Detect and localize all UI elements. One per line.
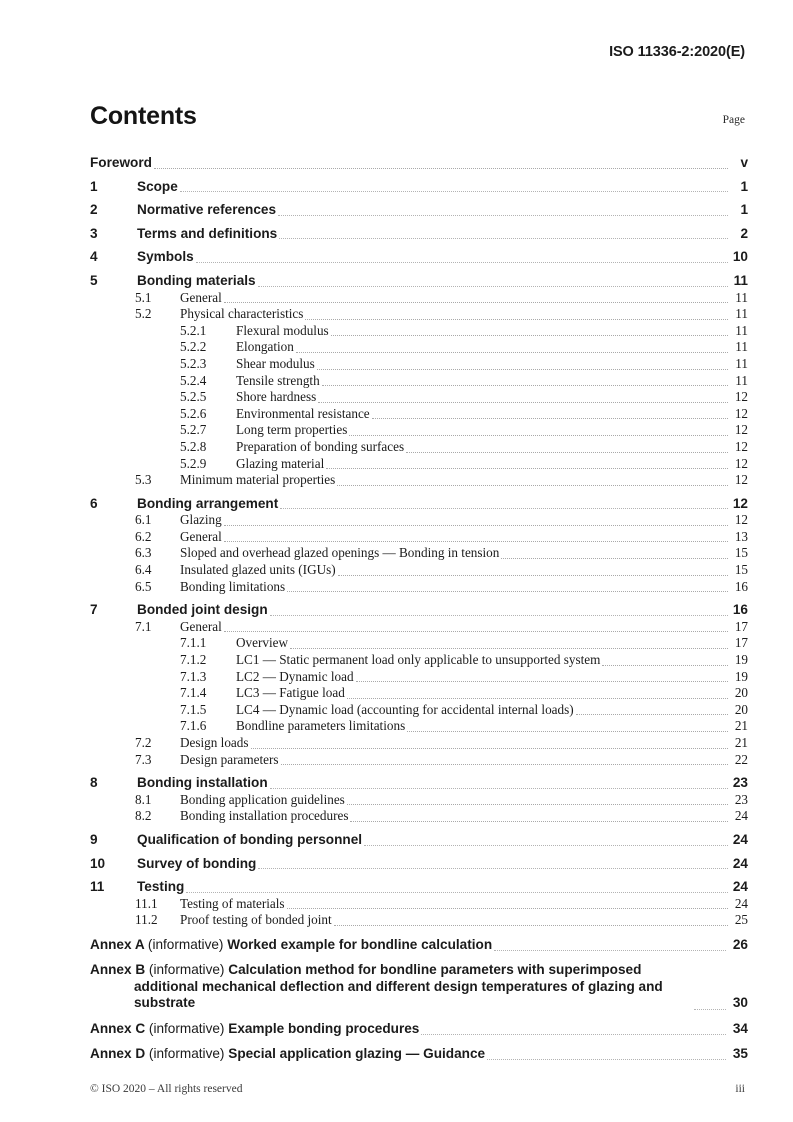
leader-dots xyxy=(224,518,728,527)
toc-page-number: 11 xyxy=(735,355,748,371)
toc-label: Scope xyxy=(137,178,178,194)
leader-dots xyxy=(196,255,728,264)
annex-kind: (informative) xyxy=(147,936,224,952)
leader-dots xyxy=(350,814,728,823)
toc-entry[interactable] xyxy=(90,545,748,561)
toc-page-number: 11 xyxy=(735,372,748,388)
toc-number: 11 xyxy=(90,879,105,895)
leader-dots xyxy=(224,624,728,633)
toc-label: Physical characteristics xyxy=(180,306,304,322)
toc-entry-list xyxy=(90,179,748,928)
toc-page-number: 15 xyxy=(734,545,748,561)
toc-label: Bonding application guidelines xyxy=(180,791,345,807)
page-title: Contents xyxy=(90,102,197,130)
toc-entry[interactable] xyxy=(90,249,748,265)
leader-dots xyxy=(372,411,728,420)
toc-page-number: 12 xyxy=(734,438,748,454)
toc-label: Survey of bonding xyxy=(137,855,257,871)
toc-page-number: 10 xyxy=(732,249,748,265)
toc-page-number: 34 xyxy=(732,1020,748,1036)
toc-label: Design loads xyxy=(180,735,249,750)
toc-entry[interactable] xyxy=(90,472,748,488)
toc-entry[interactable] xyxy=(90,512,748,528)
toc-entry[interactable] xyxy=(90,619,748,635)
toc-annex-text xyxy=(90,937,492,953)
leader-dots xyxy=(258,861,728,870)
toc-page-number: 23 xyxy=(732,775,748,791)
toc-number: 7.1.6 xyxy=(180,718,207,734)
toc-page-number: 11 xyxy=(735,306,748,322)
toc-number: 1 xyxy=(90,178,98,194)
annex-prefix: Annex B xyxy=(90,962,146,978)
toc-entry[interactable] xyxy=(90,456,748,472)
leader-dots xyxy=(576,707,728,716)
toc-entry[interactable] xyxy=(90,718,748,734)
toc-page-number: 22 xyxy=(734,751,748,767)
toc-label: LC3 — Fatigue load xyxy=(236,685,345,701)
toc-entry[interactable] xyxy=(90,439,748,455)
toc-label: Insulated glazed units (IGUs) xyxy=(180,562,336,578)
toc-entry[interactable] xyxy=(90,529,748,545)
toc-page-number: 20 xyxy=(734,701,748,717)
toc-entry[interactable] xyxy=(90,652,748,668)
toc-label: Long term properties xyxy=(236,422,348,438)
toc-label: General xyxy=(180,528,222,544)
toc-number: 5.2.6 xyxy=(180,405,207,421)
standard-reference: ISO 11336-2:2020(E) xyxy=(609,44,745,60)
toc-number: 5.2.7 xyxy=(180,422,207,438)
toc-entry[interactable] xyxy=(90,290,748,306)
toc-label: Elongation xyxy=(236,339,294,355)
leader-dots xyxy=(281,757,728,766)
toc-page-number: 2 xyxy=(740,225,748,241)
toc-page-number: 1 xyxy=(740,178,748,194)
toc-number: 7.1.1 xyxy=(180,635,207,651)
leader-dots xyxy=(331,328,728,337)
toc-label: Bonding arrangement xyxy=(137,495,279,511)
toc-number: 7.2 xyxy=(135,735,152,750)
annex-title: Calculation method for bondline parameters with superimposed additional mechanical deflection and different design temperatures of glazing and substrate xyxy=(134,962,663,1011)
toc-number: 6 xyxy=(90,495,98,511)
toc-page-number: 19 xyxy=(734,668,748,684)
toc-entry[interactable] xyxy=(90,373,748,389)
leader-dots xyxy=(224,295,728,304)
toc-entry[interactable] xyxy=(90,496,748,512)
toc-page-number: 15 xyxy=(734,562,748,578)
toc-number: 6.4 xyxy=(135,562,152,578)
toc-number: 8.2 xyxy=(135,808,152,824)
toc-entry[interactable] xyxy=(90,702,748,718)
toc-number: 8 xyxy=(90,775,98,791)
leader-dots xyxy=(501,551,728,560)
leader-dots xyxy=(694,1003,726,1012)
toc-page-number: 24 xyxy=(732,855,748,871)
toc-entry[interactable] xyxy=(90,735,748,751)
leader-dots xyxy=(280,501,728,510)
document-header xyxy=(88,44,745,60)
toc-label: Qualification of bonding personnel xyxy=(137,831,363,847)
leader-dots xyxy=(186,885,728,894)
toc-label: Bonding installation procedures xyxy=(180,808,349,824)
toc-label: Glazing material xyxy=(236,455,325,471)
toc-number: 7.1.3 xyxy=(180,668,207,684)
toc-entry[interactable] xyxy=(90,179,748,195)
leader-dots xyxy=(180,184,728,193)
leader-dots xyxy=(279,231,728,240)
toc-entry[interactable] xyxy=(90,635,748,651)
toc-page-number: v xyxy=(740,155,748,170)
toc-page-number: 21 xyxy=(734,735,748,750)
toc-entry[interactable] xyxy=(90,808,748,824)
toc-annex-list xyxy=(90,937,748,1062)
leader-dots xyxy=(347,691,728,700)
toc-page-number: 11 xyxy=(735,322,748,338)
toc-label: Bonding installation xyxy=(137,775,268,791)
toc-label: Minimum material properties xyxy=(180,472,336,488)
toc-label: Testing xyxy=(137,879,185,895)
toc-label: General xyxy=(180,618,222,634)
toc-entry[interactable] xyxy=(90,879,748,895)
toc-page-number: 24 xyxy=(732,831,748,847)
toc-page-number: 12 xyxy=(734,389,748,405)
toc-label: Glazing xyxy=(180,512,222,528)
toc-entry-foreword[interactable] xyxy=(90,155,748,171)
toc-number: 11.1 xyxy=(135,895,158,911)
toc-number: 2 xyxy=(90,202,98,218)
toc-label: Bonded joint design xyxy=(137,602,268,618)
leader-dots xyxy=(322,378,728,387)
toc-entry[interactable] xyxy=(90,775,748,791)
copyright-notice: © ISO 2020 – All rights reserved xyxy=(90,1083,243,1095)
contents-header-row xyxy=(90,104,745,129)
toc-entry[interactable] xyxy=(90,356,748,372)
page-column-label: Page xyxy=(722,114,745,126)
toc-page-number: 24 xyxy=(732,879,748,895)
annex-prefix: Annex C xyxy=(90,1020,146,1036)
toc-entry[interactable] xyxy=(90,752,748,768)
annex-title: Special application glazing — Guidance xyxy=(228,1045,486,1061)
toc-label: Foreword xyxy=(90,155,152,170)
toc-number: 5.2.4 xyxy=(180,372,207,388)
toc-label: Bonding materials xyxy=(137,272,256,288)
toc-page-number: 21 xyxy=(734,718,748,734)
toc-number: 7.3 xyxy=(135,751,152,767)
toc-number: 5.2 xyxy=(135,306,152,322)
leader-dots xyxy=(278,208,728,217)
leader-dots xyxy=(318,395,728,404)
toc-page-number: 12 xyxy=(734,512,748,528)
leader-dots xyxy=(421,1028,726,1037)
toc-page-number: 23 xyxy=(734,791,748,807)
toc-entry[interactable] xyxy=(90,323,748,339)
leader-dots xyxy=(287,901,728,910)
toc-page-number: 11 xyxy=(733,272,748,288)
leader-dots xyxy=(154,161,728,170)
leader-dots xyxy=(258,279,728,288)
toc-number: 7.1.2 xyxy=(180,652,207,668)
toc-number: 8.1 xyxy=(135,791,152,807)
leader-dots xyxy=(270,781,728,790)
leader-dots xyxy=(317,362,728,371)
toc-label: Testing of materials xyxy=(180,895,285,911)
toc-page-number: 12 xyxy=(734,422,748,438)
toc-number: 6.1 xyxy=(135,512,152,528)
toc-entry[interactable] xyxy=(90,856,748,872)
leader-dots xyxy=(334,918,728,927)
toc-page-number: 16 xyxy=(734,578,748,594)
annex-prefix: Annex A xyxy=(90,936,145,952)
toc-page-number: 12 xyxy=(734,472,748,488)
toc-label: LC1 — Static permanent load only applicable to unsupported system xyxy=(236,652,601,668)
toc-entry[interactable] xyxy=(90,579,748,595)
toc-page-number: 26 xyxy=(732,936,748,952)
toc-annex-entry[interactable] xyxy=(90,962,748,1011)
toc-page-number: 25 xyxy=(734,912,748,928)
toc-entry[interactable] xyxy=(90,422,748,438)
toc-number: 5.2.1 xyxy=(180,322,207,338)
toc-label: Bonding limitations xyxy=(180,578,286,594)
toc-entry[interactable] xyxy=(90,202,748,218)
toc-annex-text xyxy=(90,1046,485,1062)
toc-annex-entry[interactable] xyxy=(90,1046,748,1062)
toc-page-number: 17 xyxy=(734,635,748,651)
leader-dots xyxy=(602,658,728,667)
toc-label: Design parameters xyxy=(180,751,279,767)
toc-page-number: 12 xyxy=(734,405,748,421)
toc-number: 5.2.2 xyxy=(180,339,207,355)
toc-number: 6.3 xyxy=(135,545,152,561)
leader-dots xyxy=(407,724,728,733)
toc-page-number: 16 xyxy=(732,602,748,618)
toc-entry[interactable] xyxy=(90,792,748,808)
leader-dots xyxy=(337,478,728,487)
annex-kind: (informative) xyxy=(148,962,225,978)
toc-page-number: 1 xyxy=(740,202,748,218)
toc-entry[interactable] xyxy=(90,389,748,405)
toc-label: Overview xyxy=(236,635,288,651)
toc-entry[interactable] xyxy=(90,306,748,322)
toc-annex-text xyxy=(90,1021,419,1037)
toc-number: 11.2 xyxy=(135,912,158,928)
toc-number: 4 xyxy=(90,249,98,265)
leader-dots xyxy=(290,641,728,650)
toc-number: 5.1 xyxy=(135,289,152,305)
toc-label: LC2 — Dynamic load xyxy=(236,668,354,684)
toc-page-number: 30 xyxy=(732,995,748,1011)
toc-entry[interactable] xyxy=(90,669,748,685)
toc-number: 6.2 xyxy=(135,528,152,544)
toc-page-number: 17 xyxy=(734,618,748,634)
toc-number: 10 xyxy=(90,855,106,871)
toc-annex-entry[interactable] xyxy=(90,1021,748,1037)
toc-label: Shear modulus xyxy=(236,355,315,371)
leader-dots xyxy=(251,741,729,750)
leader-dots xyxy=(270,608,728,617)
toc-label: Tensile strength xyxy=(236,372,320,388)
toc-page-number: 12 xyxy=(732,495,748,511)
toc-label: Bondline parameters limitations xyxy=(236,718,406,734)
leader-dots xyxy=(305,312,728,321)
toc-number: 5.3 xyxy=(135,472,152,488)
toc-label: Environmental resistance xyxy=(236,405,370,421)
toc-entry[interactable] xyxy=(90,912,748,928)
leader-dots xyxy=(287,584,728,593)
toc-entry[interactable] xyxy=(90,406,748,422)
leader-dots xyxy=(356,674,728,683)
toc-label: Sloped and overhead glazed openings — Bonding in tension xyxy=(180,545,500,561)
toc-label: Preparation of bonding surfaces xyxy=(236,438,405,454)
toc-page-number: 19 xyxy=(734,652,748,668)
toc-entry[interactable] xyxy=(90,562,748,578)
toc-number: 7 xyxy=(90,602,98,618)
toc-number: 7.1.5 xyxy=(180,701,207,717)
toc-page-number: 24 xyxy=(734,808,748,824)
toc-label: Symbols xyxy=(137,249,194,265)
toc-number: 7.1 xyxy=(135,618,152,634)
toc-entry[interactable] xyxy=(90,602,748,618)
annex-kind: (informative) xyxy=(148,1020,225,1036)
toc-label: Proof testing of bonded joint xyxy=(180,912,332,928)
toc-label: Flexural modulus xyxy=(236,322,329,338)
toc-page-number: 12 xyxy=(734,455,748,471)
footer-page-number: iii xyxy=(735,1083,745,1095)
annex-prefix: Annex D xyxy=(90,1045,146,1061)
toc-number: 9 xyxy=(90,831,98,847)
toc-entry[interactable] xyxy=(90,685,748,701)
toc-entry[interactable] xyxy=(90,896,748,912)
document-footer xyxy=(90,1083,745,1095)
annex-kind: (informative) xyxy=(148,1045,225,1061)
annex-title: Example bonding procedures xyxy=(228,1020,420,1036)
toc-page-number: 35 xyxy=(732,1045,748,1061)
toc-number: 7.1.4 xyxy=(180,685,207,701)
toc-page-number: 13 xyxy=(734,528,748,544)
toc-page-number: 20 xyxy=(734,685,748,701)
toc-entry[interactable] xyxy=(90,273,748,289)
toc-annex-text xyxy=(90,962,692,1011)
table-of-contents xyxy=(90,155,748,1062)
toc-number: 5.2.5 xyxy=(180,389,207,405)
leader-dots xyxy=(338,568,728,577)
leader-dots xyxy=(224,534,728,543)
toc-label: LC4 — Dynamic load (accounting for accidental internal loads) xyxy=(236,701,574,717)
toc-number: 5.2.3 xyxy=(180,355,207,371)
leader-dots xyxy=(406,445,728,454)
leader-dots xyxy=(487,1053,726,1062)
toc-number: 5 xyxy=(90,272,98,288)
toc-number: 3 xyxy=(90,225,98,241)
toc-number: 6.5 xyxy=(135,578,152,594)
toc-label: Normative references xyxy=(137,202,277,218)
leader-dots xyxy=(347,797,728,806)
leader-dots xyxy=(296,345,728,354)
annex-title: Worked example for bondline calculation xyxy=(227,936,493,952)
toc-label: Terms and definitions xyxy=(137,225,278,241)
toc-page-number: 11 xyxy=(735,339,748,355)
toc-label: General xyxy=(180,289,222,305)
leader-dots xyxy=(349,428,728,437)
leader-dots xyxy=(494,944,726,953)
toc-entry[interactable] xyxy=(90,226,748,242)
toc-number: 5.2.9 xyxy=(180,455,207,471)
leader-dots xyxy=(364,838,728,847)
toc-entry[interactable] xyxy=(90,832,748,848)
toc-annex-entry[interactable] xyxy=(90,937,748,953)
toc-label: Shore hardness xyxy=(236,389,317,405)
toc-number: 5.2.8 xyxy=(180,438,207,454)
toc-page-number: 24 xyxy=(734,895,748,911)
toc-page-number: 11 xyxy=(735,289,748,305)
leader-dots xyxy=(326,461,728,470)
toc-entry[interactable] xyxy=(90,339,748,355)
